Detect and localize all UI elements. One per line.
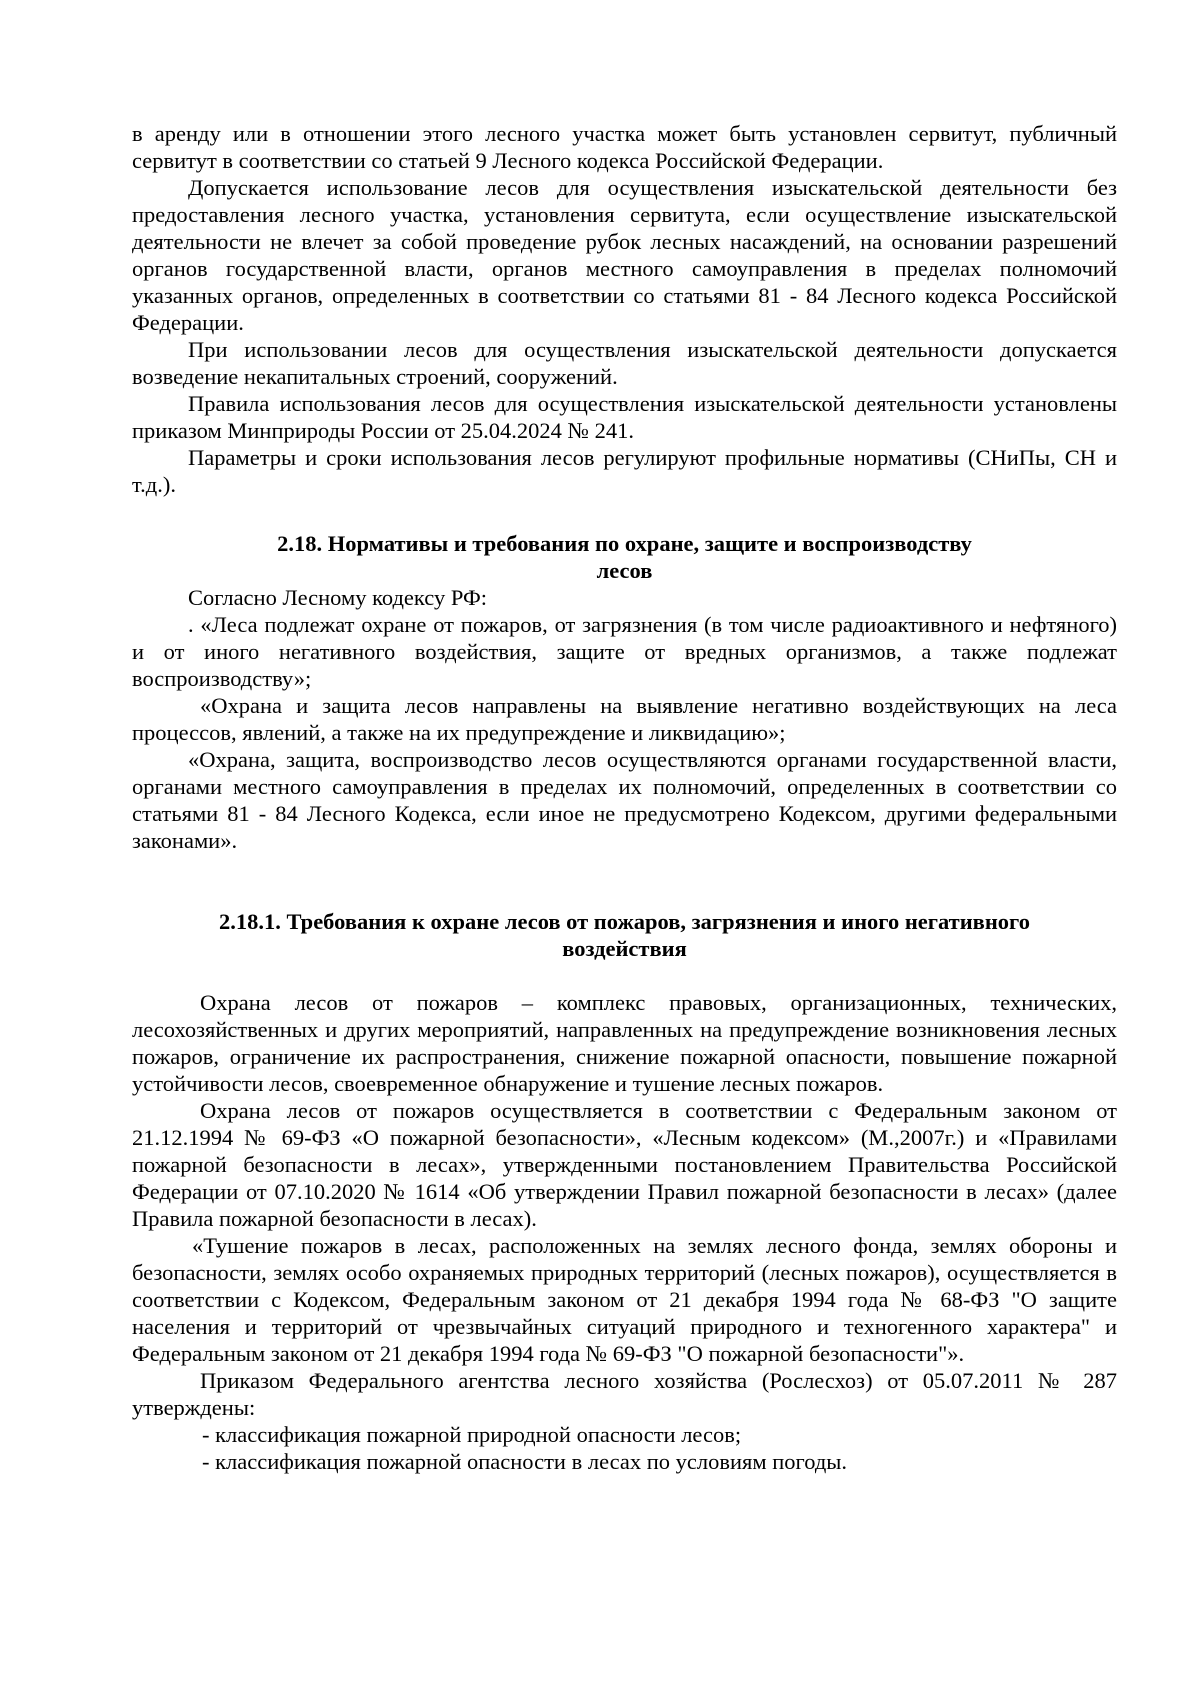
paragraph-forest-code-intro: Согласно Лесному кодексу РФ: [188,585,487,610]
paragraph-fire-protection-law: Охрана лесов от пожаров осуществляется в соответствии с Федеральным законом от 21.12.1994 № 69-ФЗ «О пожарной безопасности», «Лесным кодексом» (М.,2007г.) и «Правилами пожарной безопасности в лесах», утвержденными постановлением Правительства Российской Федерации от 07.10.2020 № 1614 «Об утверждении Правил пожарной безопасности в лесах» (далее Правила пожарной безопасности в лесах). [132,1098,1117,1231]
paragraph-survey-rules: Правила использования лесов для осуществления изыскательской деятельности установлены приказом Минприроды России от 25.04.2024 № 241. [132,391,1117,443]
paragraph-parameters: Параметры и сроки использования лесов регулируют профильные нормативы (СНиПы, СН и т.д.). [132,445,1117,497]
paragraph-fire-protection-definition: Охрана лесов от пожаров – комплекс правовых, организационных, технических, лесохозяйственных и других мероприятий, направленных на предупреждение возникновения лесных пожаров, ограничение их распространения, снижение пожарной опасности, повышение пожарной устойчивости лесов, своевременное обнаружение и тушение лесных пожаров. [132,990,1117,1096]
paragraph-lease-servitude: в аренду или в отношении этого лесного участка может быть установлен сервитут, публичный сервитут в соответствии со статьей 9 Лесного кодекса Российской Федерации. [132,121,1117,173]
section-heading-2-18-1-line2: воздействия [562,936,687,961]
paragraph-protection-aims-quote: «Охрана и защита лесов направлены на выявление негативно воздействующих на леса процессов, явлений, а также на их предупреждение и ликвидацию»; [132,693,1117,745]
section-heading-2-18-1 [132,908,1117,962]
section-heading-2-18-line1: 2.18. Нормативы и требования по охране, защите и воспроизводству [277,531,972,556]
section-heading-2-18-line2: лесов [596,558,653,583]
section-heading-2-18-1-line1: 2.18.1. Требования к охране лесов от пожаров, загрязнения и иного негативного [219,909,1030,934]
paragraph-forest-protection-quote: . «Леса подлежат охране от пожаров, от загрязнения (в том числе радиоактивного и нефтяного) и от иного негативного воздействия, защите от вредных организмов, а также подлежат воспроизводству»; [132,612,1117,691]
paragraph-survey-allowed: Допускается использование лесов для осуществления изыскательской деятельности без предоставления лесного участка, установления сервитута, если осуществление изыскательской деятельности не влечет за собой проведение рубок лесных насаждений, на основании разрешений органов государственной власти, органов местного самоуправления в пределах полномочий указанных органов, определенных в соответствии со статьями 81 - 84 Лесного кодекса Российской Федерации. [132,175,1117,335]
list-item-weather-fire-danger: - классификация пожарной опасности в лесах по условиям погоды. [202,1449,848,1474]
paragraph-temporary-structures: При использовании лесов для осуществления изыскательской деятельности допускается возведение некапитальных строений, сооружений. [132,337,1117,389]
paragraph-rosleskhoz-order: Приказом Федерального агентства лесного хозяйства (Рослесхоз) от 05.07.2011 № 287 утверждены: [132,1368,1117,1420]
paragraph-protection-authorities-quote: «Охрана, защита, воспроизводство лесов осуществляются органами государственной власти, органами местного самоуправления в пределах их полномочий, определенных в соответствии со статьями 81 - 84 Лесного Кодекса, если иное не предусмотрено Кодексом, другими федеральными законами». [132,747,1117,853]
document-page [132,120,1117,1475]
section-heading-2-18 [132,530,1117,584]
list-item-natural-fire-danger: - классификация пожарной природной опасности лесов; [202,1422,742,1447]
paragraph-fire-fighting-quote: «Тушение пожаров в лесах, расположенных на землях лесного фонда, землях обороны и безопасности, землях особо охраняемых природных территорий (лесных пожаров), осуществляется в соответствии с Кодексом, Федеральным законом от 21 декабря 1994 года № 68-ФЗ "О защите населения и территорий от чрезвычайных ситуаций природного и техногенного характера" и Федеральным законом от 21 декабря 1994 года № 69-ФЗ "О пожарной безопасности"». [132,1233,1117,1366]
